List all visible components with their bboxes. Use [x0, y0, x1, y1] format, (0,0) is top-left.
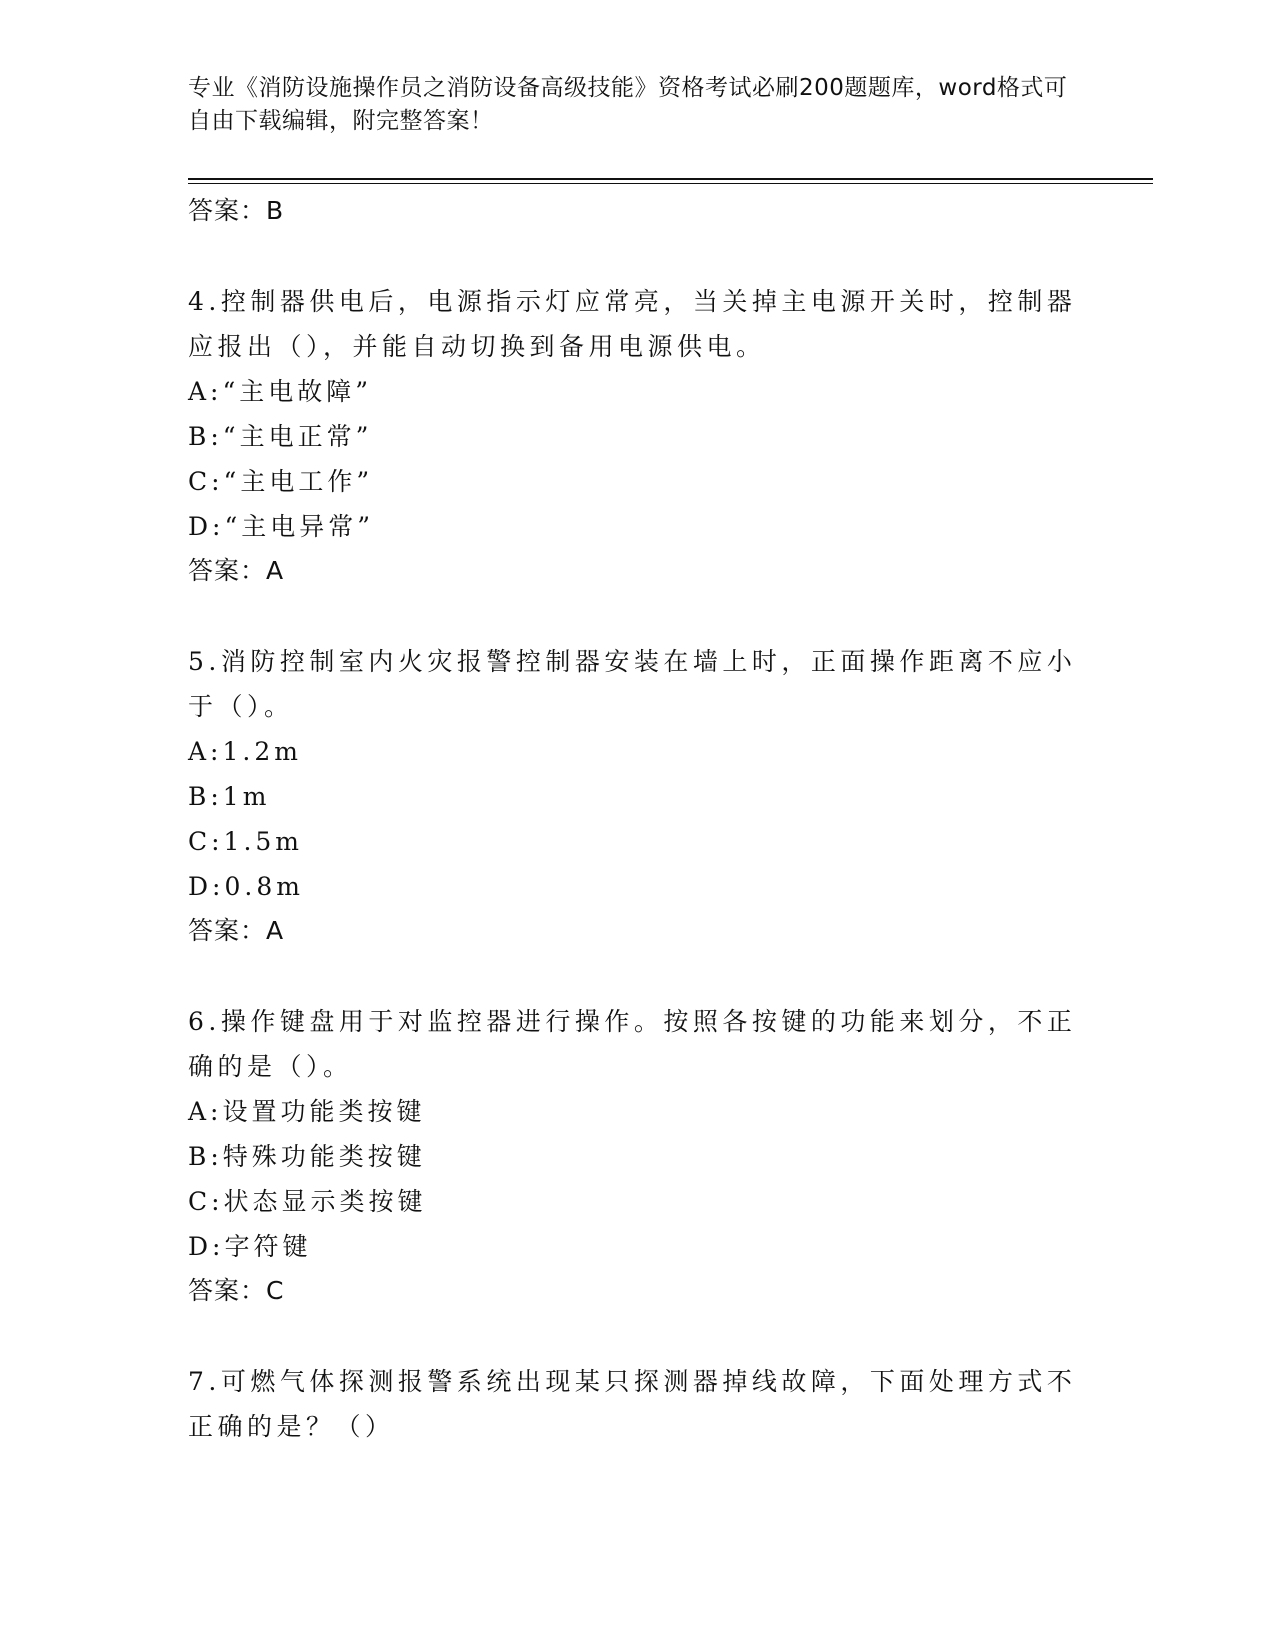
header-text: 专业《消防设施操作员之消防设备高级技能》资格考试必刷200题题库，word格式可自由下载编辑，附完整答案！: [188, 75, 1068, 134]
answer-line: 答案：B: [188, 196, 285, 225]
option-b: B:1m: [188, 782, 271, 811]
answer-line: 答案：C: [188, 1276, 285, 1305]
option-a: A:设置功能类按键: [188, 1097, 426, 1126]
question-list: [188, 189, 1088, 1449]
option-d: D:字符键: [188, 1232, 312, 1261]
option-c: C:状态显示类按键: [188, 1187, 427, 1216]
option-b: B:“主电正常”: [188, 422, 373, 451]
answer-line: 答案：A: [188, 556, 285, 585]
question-stem: 6.操作键盘用于对监控器进行操作。按照各按键的功能来划分，不正确的是（）。: [188, 1007, 1077, 1081]
answer-line: 答案：A: [188, 916, 285, 945]
option-d: D:0.8m: [188, 872, 304, 901]
page-header: [188, 72, 1068, 138]
question-6: [188, 999, 1088, 1313]
header-divider: [188, 178, 1153, 184]
question-4: [188, 279, 1088, 593]
option-d: D:“主电异常”: [188, 512, 375, 541]
question-7: [188, 1359, 1088, 1449]
option-c: C:1.5m: [188, 827, 304, 856]
option-a: A:1.2m: [188, 737, 302, 766]
question-stem: 4.控制器供电后，电源指示灯应常亮，当关掉主电源开关时，控制器应报出（），并能自动切换到备用电源供电。: [188, 287, 1077, 361]
question-stem: 5.消防控制室内火灾报警控制器安装在墙上时，正面操作距离不应小于（）。: [188, 647, 1077, 721]
option-b: B:特殊功能类按键: [188, 1142, 426, 1171]
question-5: [188, 639, 1088, 953]
question-stem: 7.可燃气体探测报警系统出现某只探测器掉线故障，下面处理方式不正确的是？（）: [188, 1367, 1077, 1441]
option-a: A:“主电故障”: [188, 377, 373, 406]
option-c: C:“主电工作”: [188, 467, 374, 496]
